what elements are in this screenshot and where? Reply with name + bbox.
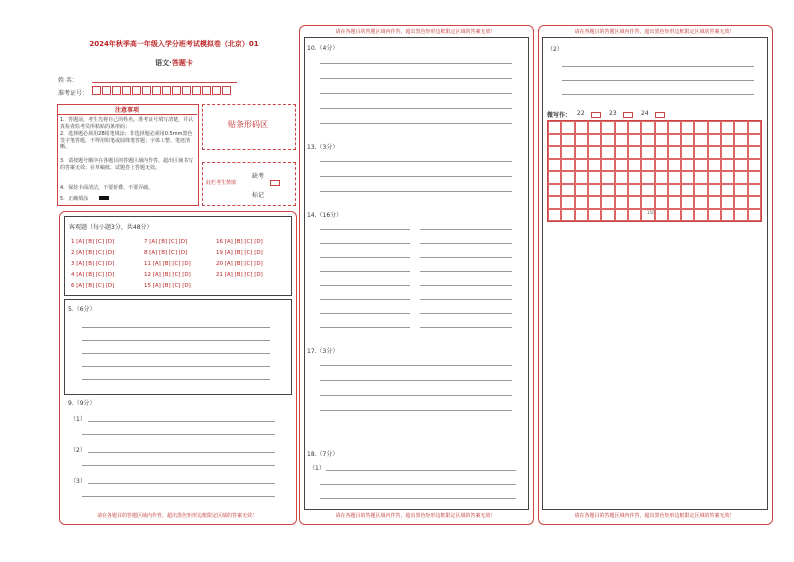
- question-18-label: 18.（7分）: [307, 451, 339, 458]
- q14-line[interactable]: [420, 327, 512, 328]
- mcq-3[interactable]: 3 [A] [B] [C] [D]: [71, 261, 115, 267]
- notice-item-5: 5．正确填涂: [60, 196, 89, 202]
- bottom-warning-2: 请在各题目的答题区域内作答，超出黑色矩形边框限定区域的答案无效！: [335, 513, 496, 519]
- q14-line[interactable]: [320, 313, 410, 314]
- q10-line[interactable]: [320, 93, 512, 94]
- q17-line[interactable]: [320, 365, 512, 366]
- mcq-16[interactable]: 16 [A] [B] [C] [D]: [216, 239, 263, 245]
- writing-option-22-box[interactable]: [591, 112, 601, 118]
- objective-title: 客观题（每小题3分，共48分）: [69, 224, 153, 231]
- notice-item-4: 4．保持卡面清洁，不要折叠、不要弄破。: [60, 185, 154, 191]
- absent-mark-a: 缺考: [252, 173, 265, 180]
- q17-line[interactable]: [320, 380, 512, 381]
- writing-option-24: 24: [641, 110, 649, 117]
- mcq-8[interactable]: 8 [A] [B] [C] [D]: [144, 250, 188, 256]
- mcq-2[interactable]: 2 [A] [B] [C] [D]: [71, 250, 115, 256]
- q14-line[interactable]: [320, 243, 410, 244]
- q14-line[interactable]: [420, 271, 512, 272]
- q14-line[interactable]: [320, 327, 410, 328]
- q9-line[interactable]: [88, 452, 275, 453]
- q14-line[interactable]: [420, 243, 512, 244]
- q13-line[interactable]: [320, 191, 512, 192]
- col3-line[interactable]: [562, 94, 754, 95]
- mcq-19[interactable]: 19 [A] [B] [C] [D]: [216, 250, 263, 256]
- q18-sub-1: （1）: [309, 465, 325, 472]
- top-warning-2: 请在各题目的答题区域内作答，超出黑色矩形边框限定区域的答案无效！: [335, 29, 496, 35]
- q9-line[interactable]: [88, 421, 275, 422]
- question-9-label: 9.（9分）: [68, 400, 96, 407]
- q9-sub-2: （2）: [70, 447, 86, 454]
- q14-line[interactable]: [320, 271, 410, 272]
- writing-label: 微写作：: [547, 112, 572, 119]
- q9-line[interactable]: [88, 483, 275, 484]
- q17-line[interactable]: [320, 410, 512, 411]
- subject-sep: ·: [169, 59, 172, 67]
- q14-line[interactable]: [420, 313, 512, 314]
- q9-line[interactable]: [82, 465, 275, 466]
- notice-title: 注意事项: [114, 107, 139, 114]
- q5-line[interactable]: [82, 353, 270, 354]
- absent-label: 此栏考生禁填: [206, 180, 237, 186]
- q5-line[interactable]: [82, 327, 270, 328]
- subject-title: [58, 58, 290, 68]
- writing-option-23-box[interactable]: [623, 112, 633, 118]
- bottom-warning-3: 请在各题目的答题区域内作答，超出黑色矩形边框限定区域的答案无效！: [574, 513, 735, 519]
- q14-line[interactable]: [420, 229, 512, 230]
- mcq-1[interactable]: 1 [A] [B] [C] [D]: [71, 239, 115, 245]
- subject-card: 答题卡: [171, 59, 193, 67]
- q5-line[interactable]: [82, 379, 270, 380]
- q10-line[interactable]: [320, 108, 512, 109]
- inner-frame-3: [542, 37, 768, 510]
- mcq-12[interactable]: 12 [A] [B] [C] [D]: [144, 272, 191, 278]
- q9-line[interactable]: [82, 434, 275, 435]
- notice-item-3: 3．请按题号顺序在各题目的答题区域内作答，超出区域书写的答案无效；在草稿纸、试题卷上答题无效。: [60, 158, 194, 171]
- q14-line[interactable]: [320, 257, 410, 258]
- mcq-11[interactable]: 11 [A] [B] [C] [D]: [144, 261, 191, 267]
- absent-mark-b: 标记: [252, 192, 265, 199]
- notice-divider: [57, 114, 197, 115]
- mcq-15[interactable]: 15 [A] [B] [C] [D]: [144, 283, 191, 289]
- question-17-label: 17.（3分）: [307, 348, 339, 355]
- q9-sub-1: （1）: [70, 416, 86, 423]
- q18-line[interactable]: [320, 484, 516, 485]
- mcq-20[interactable]: 20 [A] [B] [C] [D]: [216, 261, 263, 267]
- q13-line[interactable]: [320, 161, 512, 162]
- q14-line[interactable]: [420, 257, 512, 258]
- q10-line[interactable]: [320, 123, 512, 124]
- id-boxes[interactable]: [92, 86, 232, 95]
- q5-line[interactable]: [82, 340, 270, 341]
- writing-grid[interactable]: [547, 120, 762, 222]
- q18-line[interactable]: [326, 470, 516, 471]
- q17-line[interactable]: [320, 395, 512, 396]
- subject-name: 语文: [155, 59, 170, 67]
- col3-sub-2: （2）: [547, 46, 563, 53]
- q18-line[interactable]: [320, 498, 516, 499]
- q10-line[interactable]: [320, 63, 512, 64]
- name-label: 姓 名：: [58, 77, 78, 84]
- mcq-7[interactable]: 7 [A] [B] [C] [D]: [144, 239, 188, 245]
- writing-option-23: 23: [609, 110, 617, 117]
- name-field[interactable]: [92, 82, 237, 83]
- col3-line[interactable]: [562, 66, 754, 67]
- mcq-6[interactable]: 6 [A] [B] [C] [D]: [71, 283, 115, 289]
- word-count-mark: 150: [647, 210, 655, 215]
- mcq-4[interactable]: 4 [A] [B] [C] [D]: [71, 272, 115, 278]
- col3-line[interactable]: [562, 80, 754, 81]
- writing-option-24-box[interactable]: [655, 112, 665, 118]
- exam-title: 2024年秋季高一年级入学分班考试模拟卷（北京）01: [89, 40, 259, 48]
- top-warning-3: 请在各题目的答题区域内作答，超出黑色矩形边框限定区域的答案无效！: [574, 29, 735, 35]
- notice-item-1: 1．答题前，考生先将自己的姓名，准考证号填写清楚，并认真检查监考员所粘贴的条形码；: [60, 117, 194, 130]
- question-5-label: 5.（6分）: [68, 306, 96, 313]
- q14-line[interactable]: [420, 285, 512, 286]
- bottom-warning-1: 请在各题目的答题区域内作答，超出黑色矩形边框限定区域的答案无效！: [96, 513, 257, 519]
- notice-item-2: 2．选择题必须用2B铅笔填涂；非选择题必须用0.5mm黑色签字笔答题，不得用铅笔或圆珠笔答题；字体工整、笔迹清晰。: [60, 131, 193, 150]
- mcq-21[interactable]: 21 [A] [B] [C] [D]: [216, 272, 263, 278]
- q14-line[interactable]: [420, 299, 512, 300]
- q9-line[interactable]: [82, 496, 275, 497]
- absent-checkbox[interactable]: [270, 180, 280, 186]
- q10-line[interactable]: [320, 78, 512, 79]
- fill-sample-mark: [99, 196, 109, 200]
- barcode-label: 贴条形码区: [228, 120, 268, 129]
- writing-option-22: 22: [577, 110, 585, 117]
- question-10-label: 10.（4分）: [307, 45, 339, 52]
- question-5-box: [64, 299, 292, 395]
- q14-line[interactable]: [320, 285, 410, 286]
- q13-line[interactable]: [320, 176, 512, 177]
- question-13-label: 13.（3分）: [307, 144, 339, 151]
- q5-line[interactable]: [82, 366, 270, 367]
- q9-sub-3: （3）: [70, 478, 86, 485]
- id-label: 准考证号：: [58, 90, 89, 97]
- q14-line[interactable]: [320, 299, 410, 300]
- question-14-label: 14.（16分）: [307, 212, 343, 219]
- q14-line[interactable]: [320, 229, 410, 230]
